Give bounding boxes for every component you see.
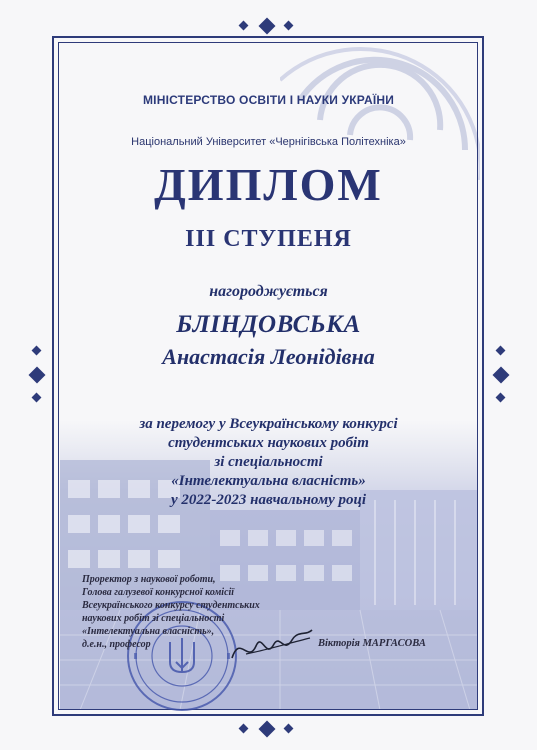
diploma-title: ДИПЛОМ <box>154 159 383 210</box>
award-reason-line: за перемогу у Всеукраїнському конкурсі <box>139 416 398 432</box>
award-reason-line: зі спеціальності <box>214 454 323 470</box>
diamond-ornament-icon <box>239 21 249 31</box>
award-reason-line: студентських наукових робіт <box>168 435 369 451</box>
signatory-title-line: Голова галузевої конкурсної комісії <box>82 587 235 598</box>
ministry-heading: МІНІСТЕРСТВО ОСВІТИ І НАУКИ УКРАЇНИ <box>142 93 395 107</box>
university-name: Національний Університет «Чернігівська Політехніка» <box>131 136 406 148</box>
signatory-title-line: Всеукраїнського конкурсу студентських <box>82 600 260 611</box>
diamond-ornament-icon <box>284 724 294 734</box>
diamond-ornament-icon <box>32 393 42 403</box>
signatory-title-line: наукових робіт зі спеціальності <box>82 613 225 624</box>
recipient-surname: БЛІНДОВСЬКА <box>176 311 361 338</box>
diamond-ornament-icon <box>496 393 506 403</box>
awarded-label: нагороджується <box>209 283 328 300</box>
signatory-title-line: «Інтелектуальна власність», <box>82 626 215 637</box>
diploma-degree: ІІІ СТУПЕНЯ <box>185 226 352 252</box>
diamond-ornament-icon <box>259 721 276 738</box>
signatory-title-line: Проректор з наукової роботи, <box>82 574 216 585</box>
signatory-name: Вікторія МАРГАСОВА <box>318 638 426 649</box>
award-reason-line: у 2022-2023 навчальному році <box>170 492 367 508</box>
signatory-title-line: д.е.н., професор <box>82 639 151 650</box>
handwritten-signature <box>226 624 316 670</box>
diamond-ornament-icon <box>284 21 294 31</box>
diamond-ornament-icon <box>259 18 276 35</box>
recipient-name: Анастасія Леонідівна <box>162 344 375 369</box>
diamond-ornament-icon <box>239 724 249 734</box>
award-reason-line: «Інтелектуальна власність» <box>171 473 366 489</box>
